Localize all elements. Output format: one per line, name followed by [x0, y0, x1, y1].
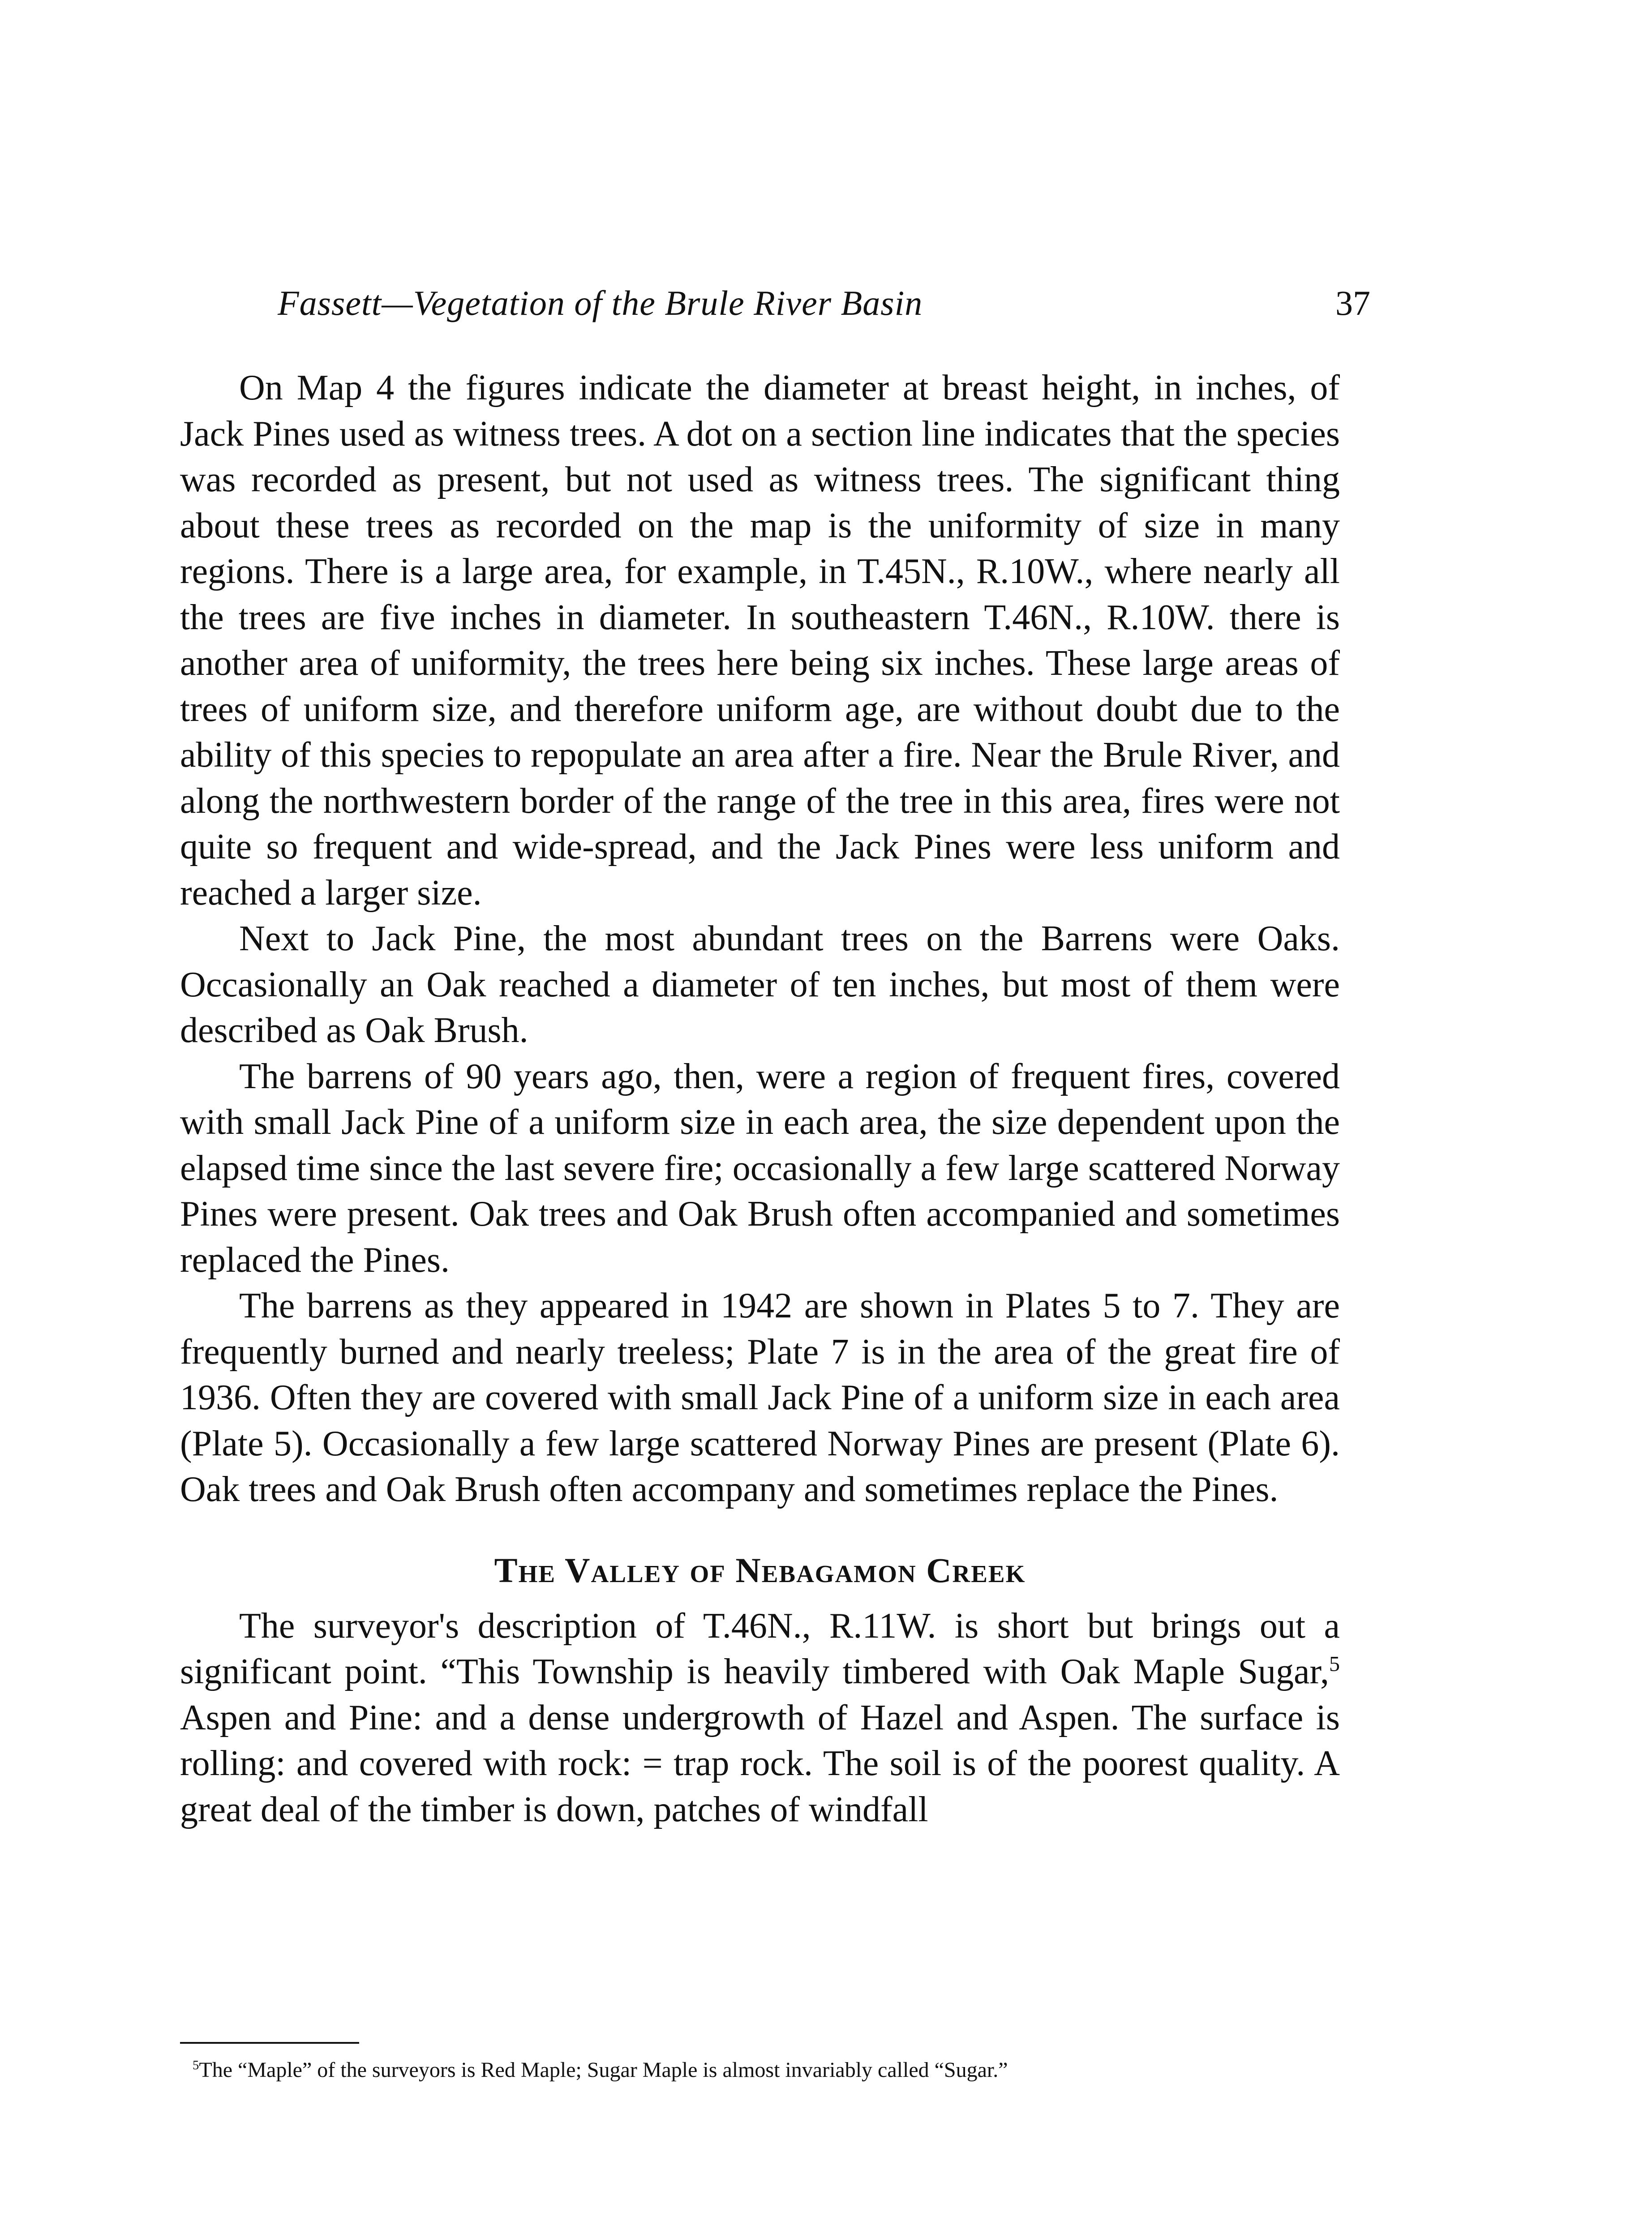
body-text — [180, 365, 1340, 1832]
footnote-block — [180, 2042, 1340, 2084]
paragraph-barrens-1942: The barrens as they appeared in 1942 are shown in Plates 5 to 7. They are frequently burned and nearly treeless; Plate 7 is in the area of the great fire of 1936. Often they are covered with small Jack Pine of a uniform size in each area (Plate 5). Occasionally a few large scattered Norway Pines are present (Plate 6). Oak trees and Oak Brush often accompany and sometimes replace the Pines. — [180, 1286, 1340, 1509]
surveyor-text-end: Aspen and Pine: and a dense undergrowth of Hazel and Aspen. The surface is rolling: and covered with rock: = trap rock. The soil is of the poorest quality. A great deal of the timber is down, patches of windfall — [180, 1698, 1340, 1829]
running-title: Fassett—Vegetation of the Brule River Basin — [278, 283, 923, 322]
running-head — [278, 279, 1370, 328]
paragraph-surveyor-description — [180, 1603, 1340, 1833]
page-number: 37 — [1335, 283, 1370, 322]
section-heading: The Valley of Nebagamon Creek — [494, 1550, 1026, 1590]
paragraph-barrens-90-years-ago: The barrens of 90 years ago, then, were a region of frequent fires, covered with small Jack Pine of a uniform size in each area, the size dependent upon the elapsed time since the last severe fire; occasionally a few large scattered Norway Pines were present. Oak trees and Oak Brush often accompanied and sometimes replaced the Pines. — [180, 1056, 1340, 1280]
paragraph-oaks: Next to Jack Pine, the most abundant trees on the Barrens were Oaks. Occasionally an Oak reached a diameter of ten inches, but most of them were described as Oak Brush. — [180, 919, 1340, 1050]
surveyor-text-start: The surveyor's description of T.46N., R.11W. is short but brings out a significant point. “This Township is heavily timbered with Oak Maple Sugar, — [180, 1606, 1340, 1691]
footnote — [180, 2056, 1340, 2084]
footnote-marker: 5 — [193, 2058, 199, 2072]
footnote-reference: 5 — [1329, 1652, 1340, 1676]
paragraph-jack-pine-witness-trees: On Map 4 the figures indicate the diameter at breast height, in inches, of Jack Pines used as witness trees. A dot on a section line indicates that the species was recorded as present, but not used as witness trees. The significant thing about these trees as recorded on the map is the uniformity of size in many regions. There is a large area, for example, in T.45N., R.10W., where nearly all the trees are five inches in diameter. In southeastern T.46N., R.10W. there is another area of uniformity, the trees here being six inches. These large areas of trees of uniform size, and therefore uniform age, are without doubt due to the ability of this species to repopulate an area after a fire. Near the Brule River, and along the northwestern border of the range of the tree in this area, fires were not quite so frequent and wide-spread, and the Jack Pines were less uniform and reached a larger size. — [180, 368, 1340, 913]
footnote-text: The “Maple” of the surveyors is Red Maple; Sugar Maple is almost invariably called “Sugar.” — [199, 2058, 1008, 2082]
footnote-rule — [180, 2042, 359, 2044]
